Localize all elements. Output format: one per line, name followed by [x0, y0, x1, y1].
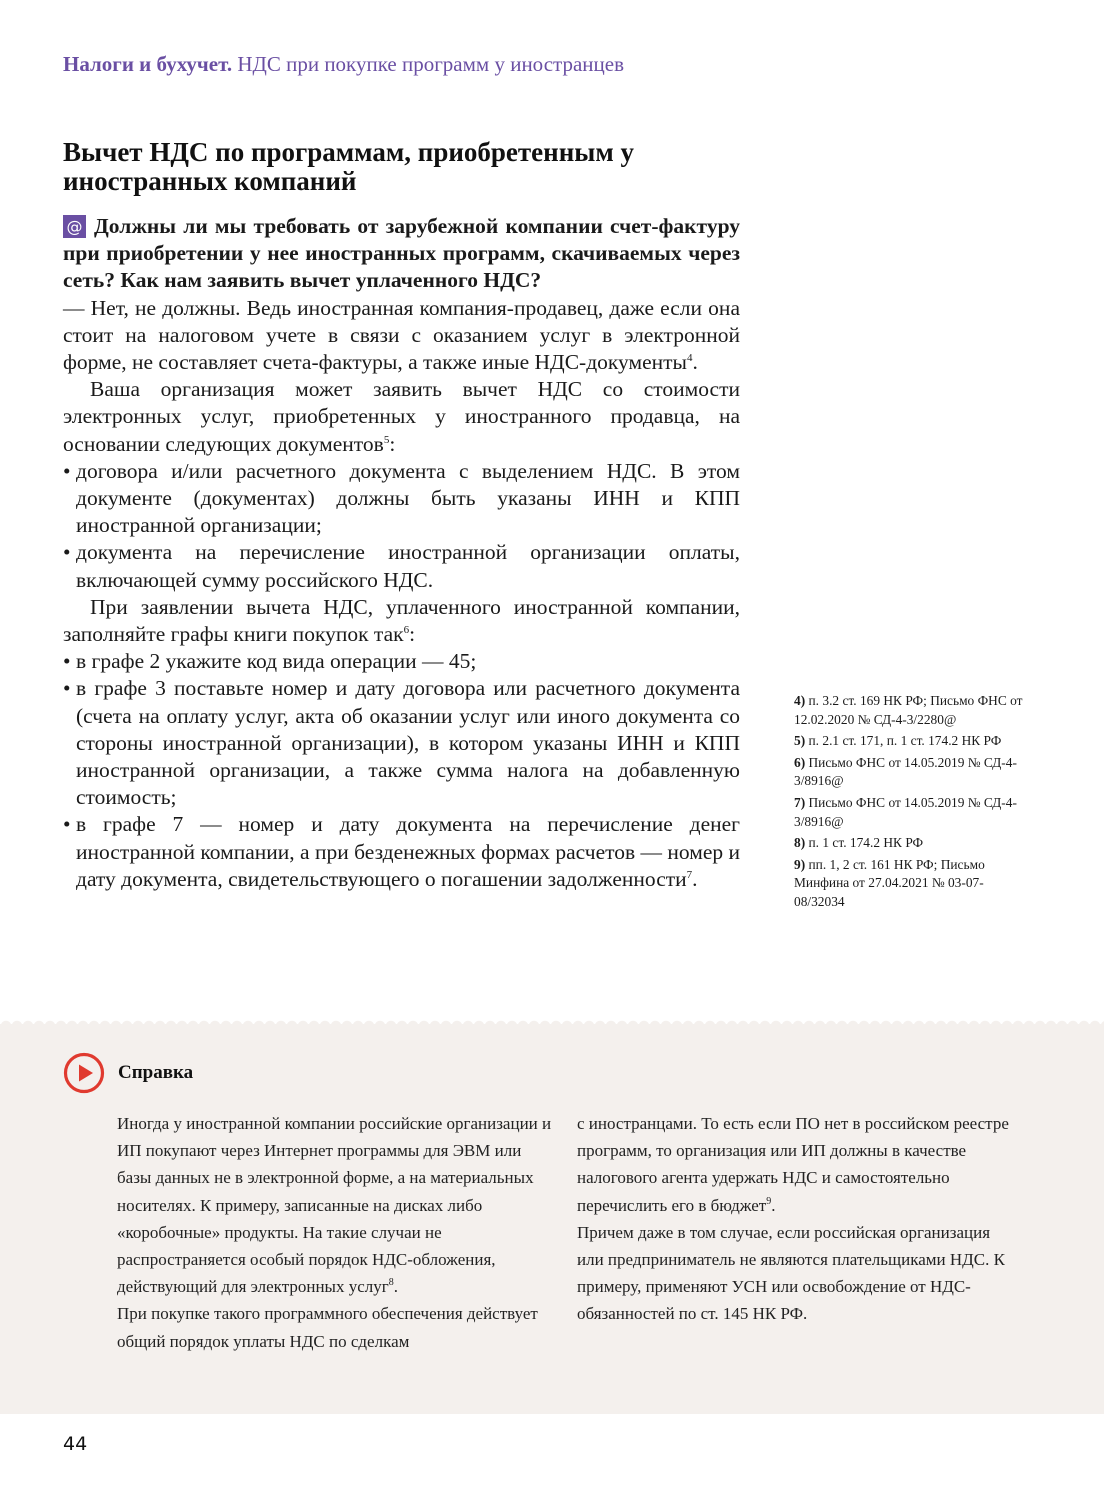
footnote-ref: 5 [383, 433, 390, 446]
paragraph-documents: Ваша организация может заявить вычет НДС со стоимости электронных услуг, приобретенных у иностранного продавца, на основании следующих документов$^5$: [63, 377, 740, 456]
footnote: 9) пп. 1, 2 ст. 161 НК РФ; Письмо Минфина от 27.04.2021 № 03-07-08/32034 [794, 856, 985, 909]
paragraph-ledger: При заявлении вычета НДС, уплаченного иностранной компании, заполняйте графы книги покупок так$^6$: [63, 594, 740, 647]
footnote-ref: 4 [686, 352, 693, 365]
at-sign-icon: @ [63, 215, 86, 238]
footnote: 8) п. 1 ст. 174.2 НК РФ [794, 835, 924, 851]
list-item: • договора и/или расчетного документа с выделением НДС. В этом документе (документах) должны быть указаны ИНН и КПП иностранной организации; [63, 458, 740, 540]
article-title: Вычет НДС по программам, приобретенным у иностранных компаний [63, 137, 634, 196]
list-item: • в графе 3 поставьте номер и дату договора или расчетного документа (счета на оплату услуг, акта об оказании услуг или иного документа со стороны иностранной организации), в котором указаны ИНН и КПП иностранной организации, а также сумма налога на добавленную стоимость; [63, 675, 740, 811]
play-circle-icon [63, 1052, 105, 1094]
question [63, 213, 740, 295]
article-body [63, 213, 740, 893]
footnote: 5) п. 2.1 ст. 171, п. 1 ст. 174.2 НК РФ [794, 733, 1002, 749]
documents-list [63, 458, 740, 594]
topic-name: НДС при покупке программ у иностранцев [237, 52, 624, 76]
info-box-column-left: Иногда у иностранной компании российские организации и ИП покупают через Интернет программы для ЭВМ или базы данных не в электронной форме, а на материальных носителях. К примеру, записанные на дисках либо «коробочные» продукты. На такие случаи не распространяется особый порядок НДС-обложения, действующий для электронных услуг$^8$. При покупке такого программного обеспечения действует общий порядок уплаты НДС по сделкам [117, 1114, 552, 1351]
footnote-ref: 8 [388, 1277, 394, 1289]
footnote: 6) Письмо ФНС от 14.05.2019 № СД-4-3/8916@ [794, 754, 1017, 789]
info-box-column-right: с иностранцами. То есть если ПО нет в российском реестре программ, то организация или ИП должны в качестве налогового агента удержать НДС и самостоятельно перечислить его в бюджет$^9$. Причем даже в том случае, если российская организация или предприниматель не являются плательщиками НДС. К примеру, применяют УСН или освобождение от НДС-обязанностей по ст. 145 НК РФ. [577, 1114, 1009, 1324]
list-item: • в графе 7 — номер и дату документа на перечисление денег иностранной компании, а при безденежных формах расчетов — номер и дату документа, свидетельствующего о погашении задолженности$^7$. [63, 811, 740, 893]
info-box-header [63, 1052, 193, 1094]
footnote-ref: 6 [403, 624, 410, 637]
footnote-ref: 7 [686, 868, 693, 881]
running-header [63, 52, 624, 77]
info-box [0, 1024, 1104, 1414]
list-item: • в графе 2 укажите код вида операции — 45; [63, 648, 740, 675]
section-name: Налоги и бухучет. [63, 52, 233, 76]
answer-intro: — Нет, не должны. Ведь иностранная компания-продавец, даже если она стоит на налоговом учете в связи с оказанием услуг в электронной форме, не составляет счета-фактуры, а также иные НДС-документы$^4$. [63, 295, 740, 375]
footnote: 7) Письмо ФНС от 14.05.2019 № СД-4-3/8916@ [794, 794, 1017, 829]
question-text: Должны ли мы требовать от зарубежной компании счет-фактуру при приобретении у нее иностранных программ, скачиваемых через сеть? Как нам заявить вычет уплаченного НДС? [63, 214, 740, 293]
page-number: 44 [63, 1433, 88, 1455]
footnote-ref: 9 [766, 1195, 772, 1207]
footnote: 4) п. 3.2 ст. 169 НК РФ; Письмо ФНС от 12.02.2020 № СД-4-3/2280@ [794, 693, 1023, 727]
footnotes [794, 692, 1024, 915]
list-item: • документа на перечисление иностранной организации оплаты, включающей сумму российского НДС. [63, 539, 740, 593]
info-box-title: Справка [118, 1062, 194, 1083]
ledger-list [63, 648, 740, 893]
